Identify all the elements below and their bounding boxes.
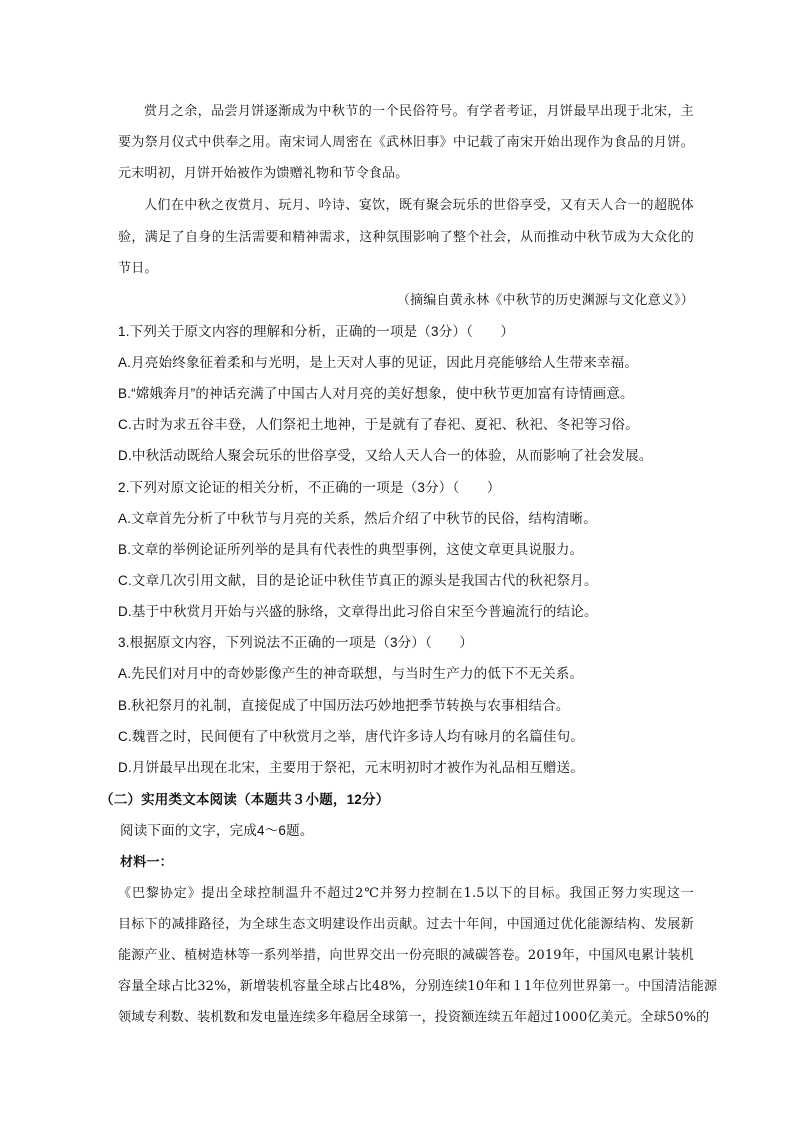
passage-line: 元末明初，月饼开始被作为馈赠礼物和节令食品。: [118, 166, 409, 181]
material-line: 能源产业、植树造林等一系列举措，向世界交出一份亮眼的减碳答卷。2019年，中国风电累计装机: [118, 948, 694, 963]
answer-option: D.基于中秋赏月开始与兴盛的脉络，文章得出此习俗自宋至今普遍流行的结论。: [118, 604, 598, 619]
material-line: 目标下的减排路径，为全球生态文明建设作出贡献。过去十年间，中国通过优化能源结构、发展新: [118, 917, 694, 932]
material-line: 领域专利数、装机数和发电量连续多年稳居全球第一，投资额连续五年超过1000亿美元。全球50%的: [118, 1010, 710, 1025]
question-stem: 2.下列对原文论证的相关分析，不正确的一项是（3分）（ ）: [118, 480, 501, 495]
answer-option: C.文章几次引用文献，目的是论证中秋佳节真正的源头是我国古代的秋祀祭月。: [118, 573, 598, 588]
passage-line: 人们在中秋之夜赏月、玩月、吟诗、宴饮，既有聚会玩乐的世俗享受，又有天人合一的超脱体: [144, 198, 694, 213]
source-citation: （摘编自黄永林《中秋节的历史渊源与文化意义》）: [396, 293, 694, 308]
answer-option: A.文章首先分析了中秋节与月亮的关系，然后介绍了中秋节的民俗，结构清晰。: [118, 511, 597, 526]
answer-option: D.月饼最早出现在北宋，主要用于祭祀，元末明初时才被作为礼品相互赠送。: [118, 760, 584, 775]
answer-option: D.中秋活动既给人聚会玩乐的世俗享受，又给人天人合一的体验，从而影响了社会发展。: [118, 448, 653, 463]
question-stem: 3.根据原文内容，下列说法不正确的一项是（3分）（ ）: [118, 635, 474, 650]
material-label: 材料一：: [120, 855, 173, 870]
passage-line: 赏月之余，品尝月饼逐渐成为中秋节的一个民俗符号。有学者考证，月饼最早出现于北宋，主: [144, 104, 694, 119]
question-stem: 1.下列关于原文内容的理解和分析，正确的一项是（3分）（ ）: [118, 324, 515, 339]
passage-line: 要为祭月仪式中供奉之用。南宋词人周密在《武林旧事》中记载了南宋开始出现作为食品的月饼。: [118, 135, 694, 150]
section-instruction: 阅读下面的文字，完成4～6题。: [120, 823, 314, 838]
answer-option: A.先民们对月中的奇妙影像产生的神奇联想，与当时生产力的低下不无关系。: [118, 666, 584, 681]
passage-line: 节日。: [118, 261, 158, 276]
answer-option: B.文章的举例论证所列举的是具有代表性的典型事例，这使文章更具说服力。: [118, 542, 584, 557]
answer-option: C.魏晋之时，民间便有了中秋赏月之举，唐代许多诗人均有咏月的名篇佳句。: [118, 729, 584, 744]
answer-option: A.月亮始终象征着柔和与光明，是上天对人事的见证，因此月亮能够给人生带来幸福。: [118, 355, 639, 370]
passage-line: 验，满足了自身的生活需要和精神需求，这种氛围影响了整个社会，从而推动中秋节成为大众化的: [118, 230, 694, 245]
section-heading: （二）实用类文本阅读（本题共３小题，12分）: [100, 792, 390, 807]
answer-option: C.古时为求五谷丰登，人们祭祀土地神，于是就有了春祀、夏祀、秋祀、冬祀等习俗。: [118, 417, 639, 432]
material-line: 容量全球占比32%，新增装机容量全球占比48%，分别连续10年和１1年位列世界第一。中国清洁能源: [118, 979, 718, 994]
material-line: 《巴黎协定》提出全球控制温升不超过2℃并努力控制在1.5以下的目标。我国正努力实现这一: [118, 886, 694, 901]
answer-option: B.“嫦娥奔月”的神话充满了中国古人对月亮的美好想象，使中秋节更加富有诗情画意。: [118, 386, 634, 401]
answer-option: B.秋祀祭月的礼制，直接促成了中国历法巧妙地把季节转换与农事相结合。: [118, 698, 570, 713]
